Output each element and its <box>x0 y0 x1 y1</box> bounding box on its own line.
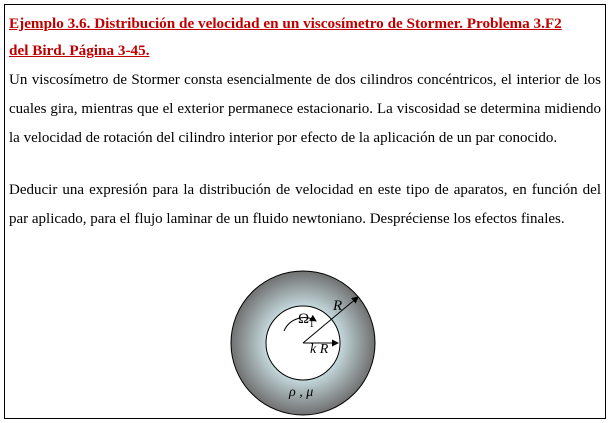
omega-subscript: 1 <box>309 319 315 330</box>
paragraph-task: Deducir una expresión para la distribución de velocidad en este tipo de aparatos, en función del par aplicado, para el flujo laminar de un fluido newtoniano. Despréciense los efectos finales. <box>9 182 601 227</box>
paragraph-description: Un viscosímetro de Stormer consta esencialmente de dos cilindros concéntricos, el interior de los cuales gira, mientras que el exterior permanece estacionario. La viscosidad se determina midiendo la velocidad de rotación del cilindro interior por efecto de la aplicación de un par conocido. <box>9 72 601 146</box>
outer-radius-label: R <box>333 298 343 314</box>
example-heading <box>9 10 601 64</box>
viscometer-diagram <box>224 270 384 416</box>
inner-radius-label: k R <box>310 342 329 357</box>
fluid-properties-label: ρ , μ <box>289 385 314 400</box>
heading-line-2: del Bird. Página 3-45. <box>9 42 150 59</box>
omega-symbol: Ω <box>298 311 310 327</box>
heading-line-1: Ejemplo 3.6. Distribución de velocidad en un viscosímetro de Stormer. Problema 3.F2 <box>9 15 562 32</box>
